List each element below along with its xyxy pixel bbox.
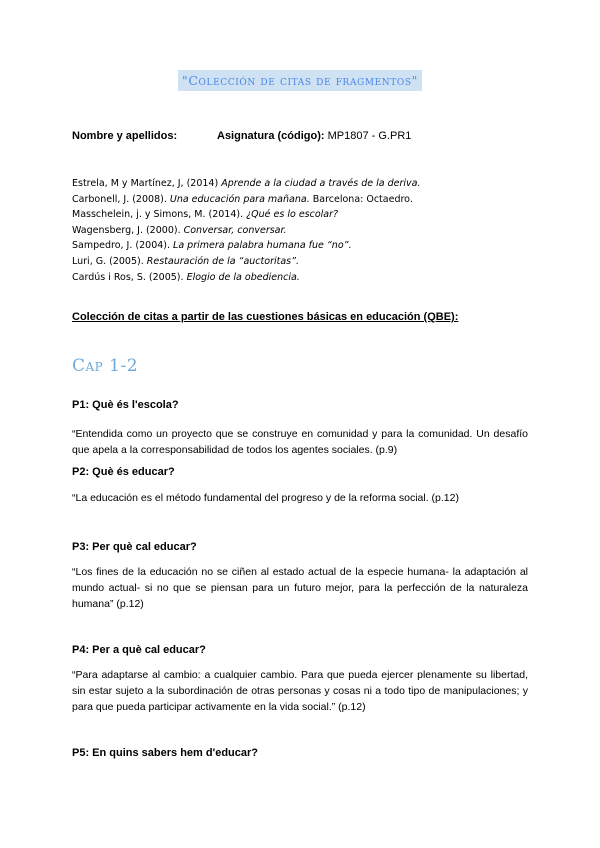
meta-line — [72, 130, 412, 142]
answer-2: “La educación es el método fundamental del progreso y de la reforma social. (p.12) — [72, 492, 459, 504]
answer-4: “Para adaptarse al cambio: a cualquier cambio. Para que pueda ejercer plenamente su libertad, sin estar sujeto a la subordinación de otras personas y cosas ni a todo tipo de manipulaciones; y para que pueda participar activamente en la vida social.” (p.12) — [72, 669, 528, 713]
reference-item: Cardús i Ros, S. (2005). Elogio de la obediencia. — [72, 271, 300, 283]
question-4: P4: Per a què cal educar? — [72, 644, 206, 656]
reference-item: Estrela, M y Martínez, J, (2014) Aprende a la ciudad a través de la deriva. — [72, 178, 421, 189]
reference-item: Carbonell, J. (2008). Una educación para mañana. Barcelona: Octaedro. — [72, 193, 413, 205]
question-3: P3: Per què cal educar? — [72, 541, 197, 553]
section-title: Colección de citas a partir de las cuestiones básicas en educación (QBE): — [72, 311, 459, 323]
answer-1: “Entendida como un proyecto que se construye en comunidad y para la comunidad. Un desafío que apela a la corresponsabilidad de todos los agentes sociales. (p.9) — [72, 428, 528, 456]
chapter-heading: Cap 1-2 — [72, 356, 139, 376]
reference-item: Masschelein, j. y Simons, M. (2014). ¿Qué es lo escolar? — [72, 209, 339, 221]
question-5: P5: En quins sabers hem d'educar? — [72, 747, 259, 759]
document-title: "Colección de citas de fragmentos" — [178, 70, 422, 91]
subject-value: MP1807 - G.PR1 — [324, 130, 412, 142]
question-2: P2: Què és educar? — [72, 466, 175, 478]
reference-item: Luri, G. (2005). Restauración de la “auctoritas”. — [72, 255, 300, 267]
name-label: Nombre y apellidos: — [72, 130, 178, 142]
answer-3: “Los fines de la educación no se ciñen al estado actual de la especie humana- la adaptación al mundo actual- si no que se piensan para un futuro mejor, para la perfección de la naturaleza humana” (p.12) — [72, 566, 528, 610]
references-list — [72, 176, 421, 285]
subject-label: Asignatura (código): — [217, 130, 325, 142]
reference-item: Wagensberg, J. (2000). Conversar, conversar. — [72, 224, 287, 236]
reference-item: Sampedro, J. (2004). La primera palabra humana fue “no”. — [72, 240, 352, 252]
title-wrapper — [0, 70, 600, 91]
subject-field — [217, 130, 411, 142]
question-1: P1: Què és l'escola? — [72, 399, 179, 411]
